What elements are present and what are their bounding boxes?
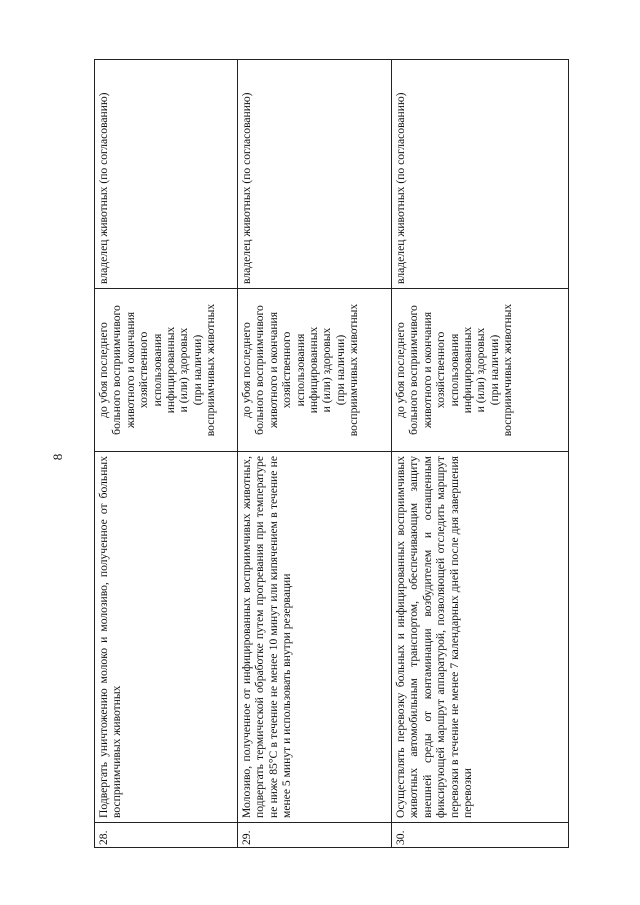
term-line: до убоя последнего [97, 322, 110, 418]
term-line: больного восприимчивого [110, 305, 124, 435]
term-line: и (или) здоровых [320, 327, 334, 413]
term-line: (при наличии) [333, 334, 347, 406]
term-line: инфицированных [461, 326, 475, 414]
term-line: восприимчивых животных [501, 303, 515, 437]
term-line: (при наличии) [487, 334, 501, 406]
term-line: до убоя последнего [394, 322, 407, 418]
term-line: и (или) здоровых [177, 327, 191, 413]
row-term [238, 289, 392, 452]
term-line: и (или) здоровых [474, 327, 488, 413]
term-line: инфицированных [164, 326, 178, 414]
measures-table [94, 59, 569, 848]
term-line: до убоя последнего [240, 322, 253, 418]
term-line: животного и окончания [420, 311, 434, 429]
term-line: восприимчивых животных [347, 303, 361, 437]
term-line: хозяйственного [434, 331, 448, 409]
term-line: использования [447, 333, 461, 407]
term-line: (при наличии) [190, 334, 204, 406]
row-responsible: владелец животных (по согласованию) [392, 60, 569, 289]
term-line: хозяйственного [280, 331, 294, 409]
row-number: 30. [392, 823, 569, 848]
term-line: животного и окончания [266, 311, 280, 429]
term-line: больного восприимчивого [407, 305, 421, 435]
measures-table-rotated [94, 60, 568, 848]
table-row [238, 60, 392, 848]
row-action: Подвергать уничтожению молоко и молозиво, полученное от больных восприимчивых животных [95, 452, 238, 823]
term-line: больного восприимчивого [253, 305, 267, 435]
row-responsible: владелец животных (по согласованию) [95, 60, 238, 289]
row-action: Молозиво, полученное от инфицированных восприимчивых животных, подвергать термической обработке путем прогревания при температуре не ниже 85°С в течение не менее 10 минут или кипячением в течение не менее 5 минут и использовать внутри резервации [238, 452, 392, 823]
row-action: Осуществлять перевозку больных и инфицированных восприимчивых животных автомобильным транспортом, обеспечивающим защиту внешней среды от контаминации возбудителем и оснащенным фиксирующей маршрут аппаратурой, позволяющей отследить маршрут перевозки в течение не менее 7 календарных дней после дня завершения перевозки [392, 452, 569, 823]
term-line: инфицированных [307, 326, 321, 414]
term-line: животного и окончания [123, 311, 137, 429]
row-number: 29. [238, 823, 392, 848]
term-line: использования [293, 333, 307, 407]
table-row [95, 60, 238, 848]
term-line: восприимчивых животных [204, 303, 218, 437]
table-row [392, 60, 569, 848]
row-responsible: владелец животных (по согласованию) [238, 60, 392, 289]
term-line: хозяйственного [137, 331, 151, 409]
row-number: 28. [95, 823, 238, 848]
row-term [95, 289, 238, 452]
page-number: 8 [50, 453, 65, 461]
term-line: использования [150, 333, 164, 407]
row-term [392, 289, 569, 452]
